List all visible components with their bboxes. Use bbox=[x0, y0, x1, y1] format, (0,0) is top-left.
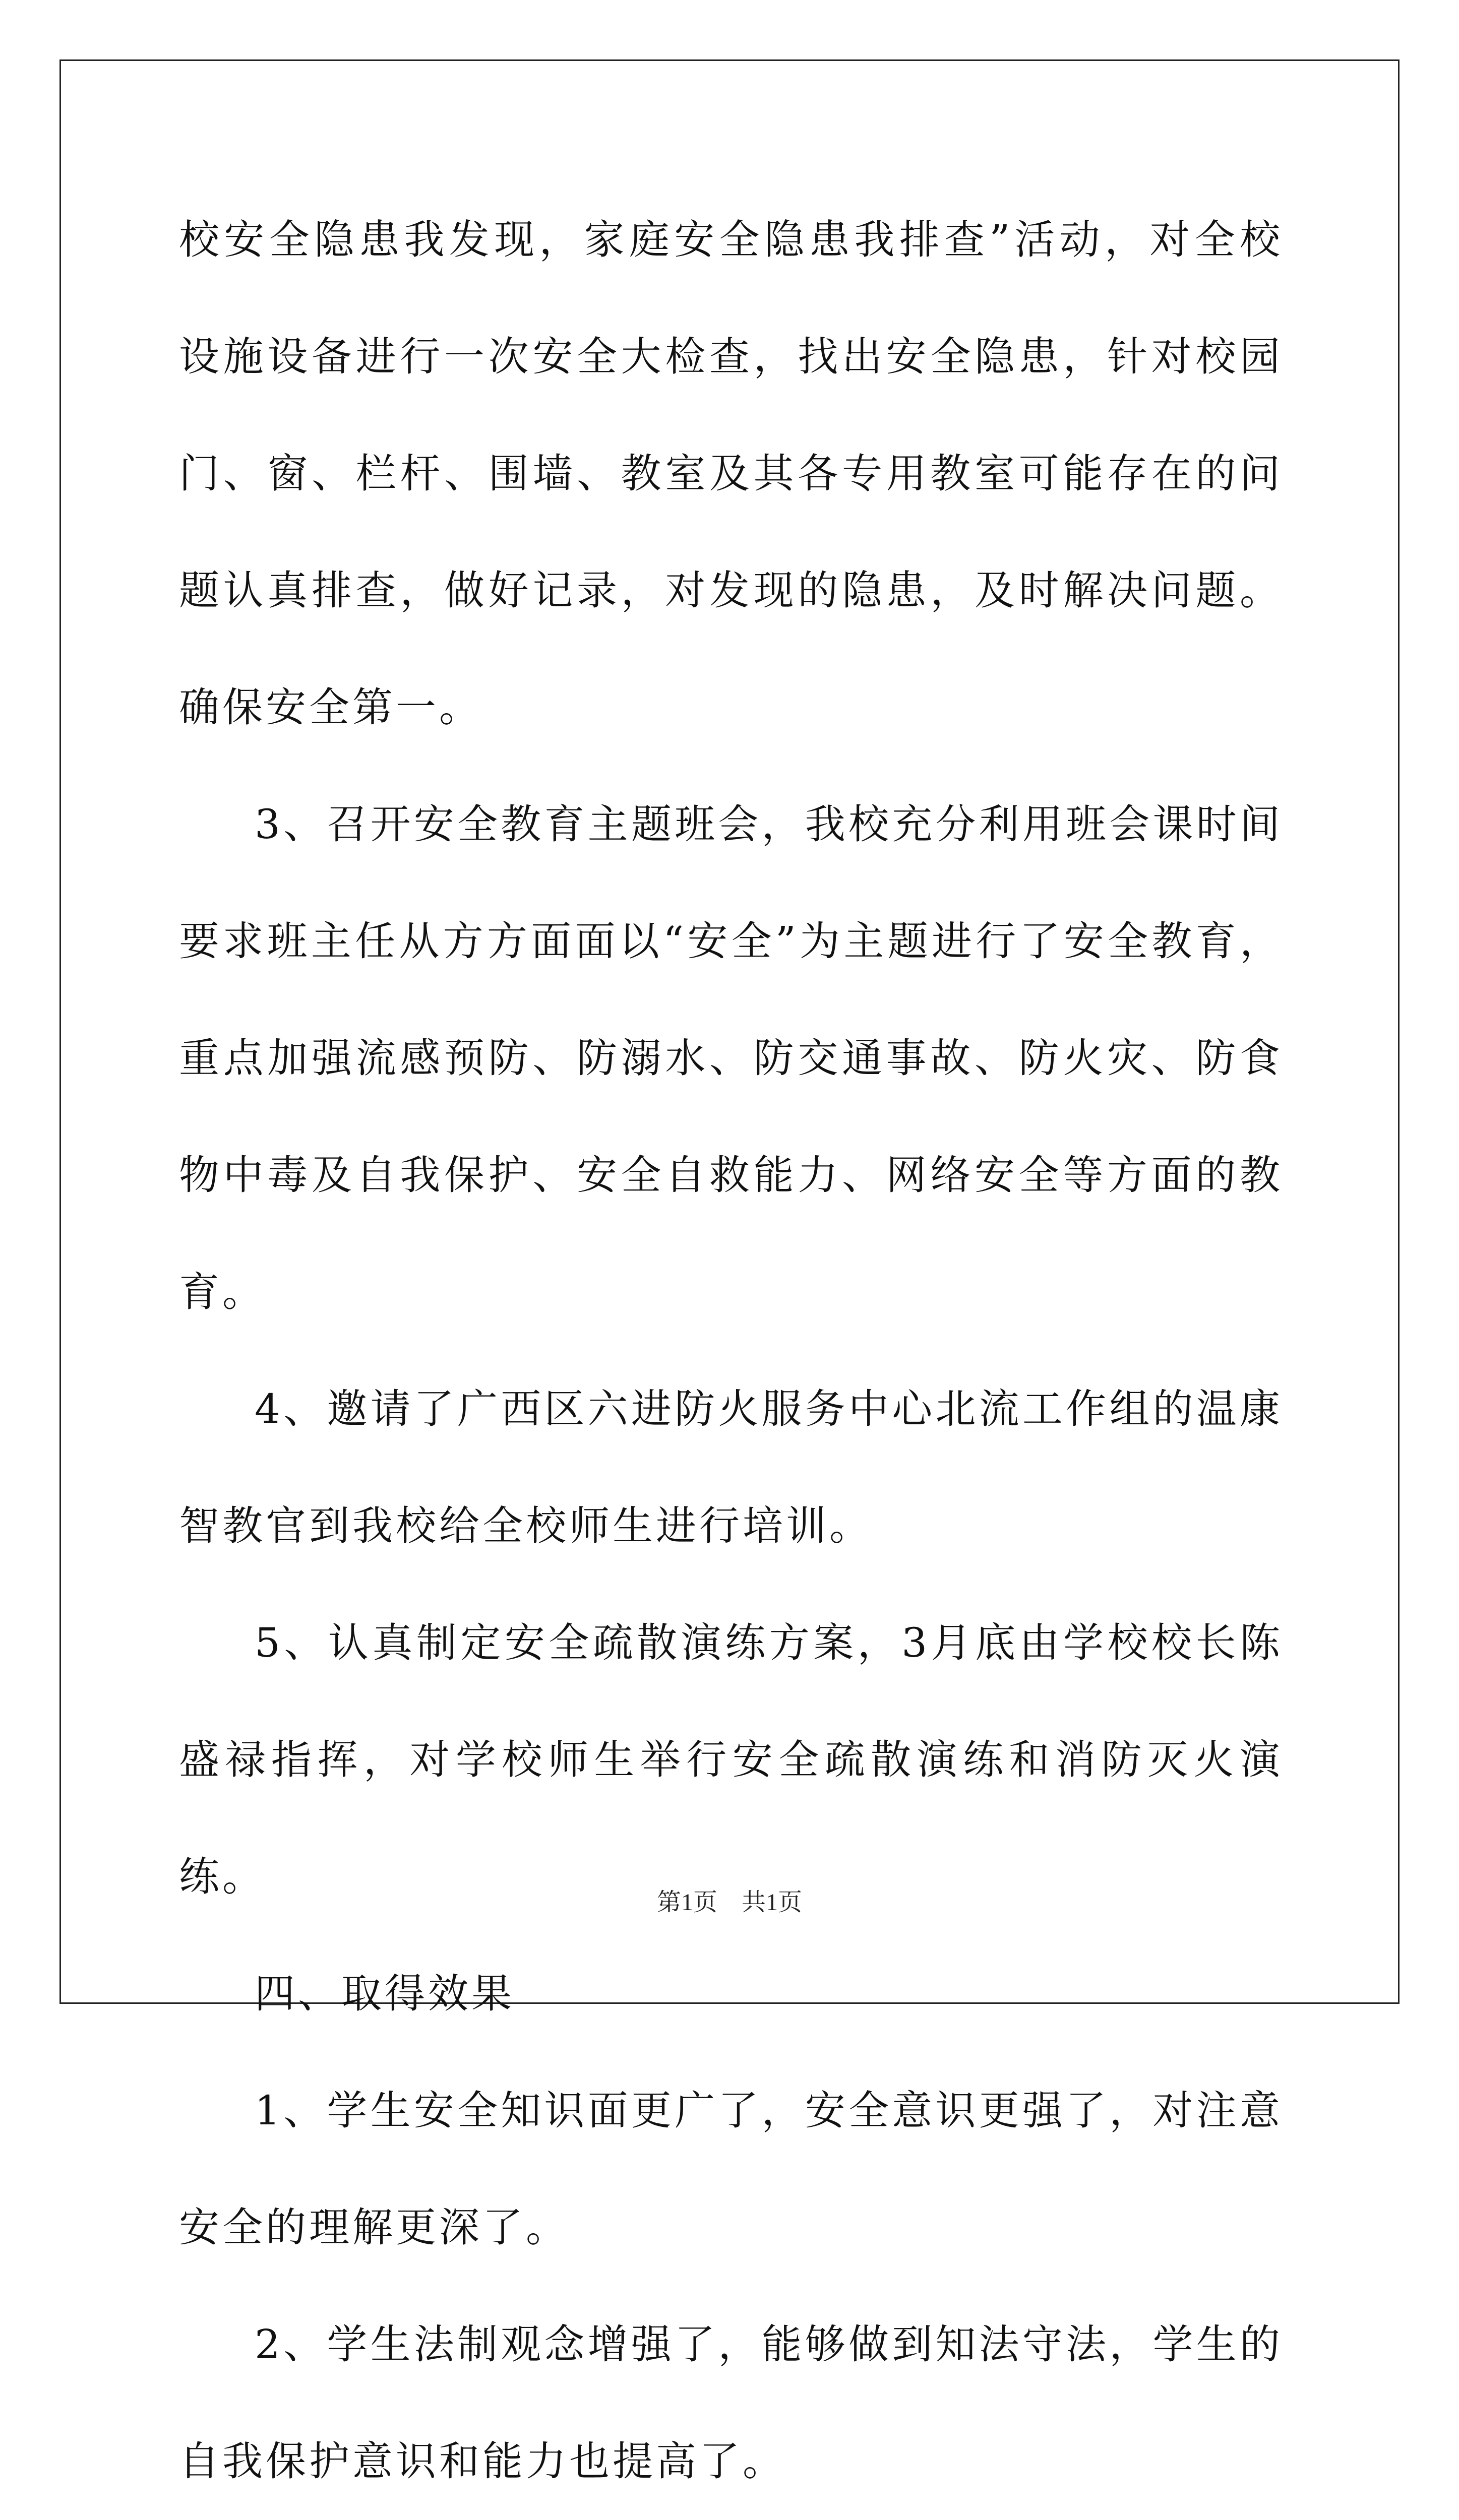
paragraph-result-2: 2、学生法制观念增强了，能够做到知法守法，学生的自我保护意识和能力也提高了。 bbox=[179, 2321, 1283, 2485]
paragraph-item-4: 4、邀请了广西区六进防火服务中心北流工作组的温康智教官到我校给全校师生进行培训。 bbox=[179, 1385, 1283, 1549]
paragraph-item-3: 3、召开安全教育主题班会，我校充分利用班会课时间要求班主任从方方面面以“安全”为主题进行了安全教育，重点加强流感预防、防溺水、防交通事故、防火灾、防食物中毒及自我保护、安全自救能力、网络安全等方面的教育。 bbox=[179, 801, 1283, 1315]
paragraph-result-1: 1、学生安全知识面更广了，安全意识更强了，对注意安全的理解更深了。 bbox=[179, 2087, 1283, 2251]
section-heading: 四、取得效果 bbox=[255, 1970, 515, 2017]
paragraph-continuation: 校安全隐患我发现，家庭安全隐患我排查”活动，对全校设施设备进行一次安全大检查，找出安全隐患，针对校园门、窗、栏杆、围墙、教室及其各专用教室可能存在的问题认真排查，做好记录，对发现的隐患，及时解决问题。确保安全第一。 bbox=[179, 216, 1283, 731]
page-total: 共1页 bbox=[742, 1889, 803, 1916]
document-body bbox=[179, 181, 1283, 2520]
paragraph-item-5: 5、认真制定安全疏散演练方案，3月底由学校校长陈盛禄指挥，对学校师生举行安全疏散演练和消防灭火演练。 bbox=[179, 1619, 1283, 1900]
page-footer bbox=[0, 1882, 1459, 1917]
page-number: 第1页 bbox=[656, 1889, 717, 1916]
